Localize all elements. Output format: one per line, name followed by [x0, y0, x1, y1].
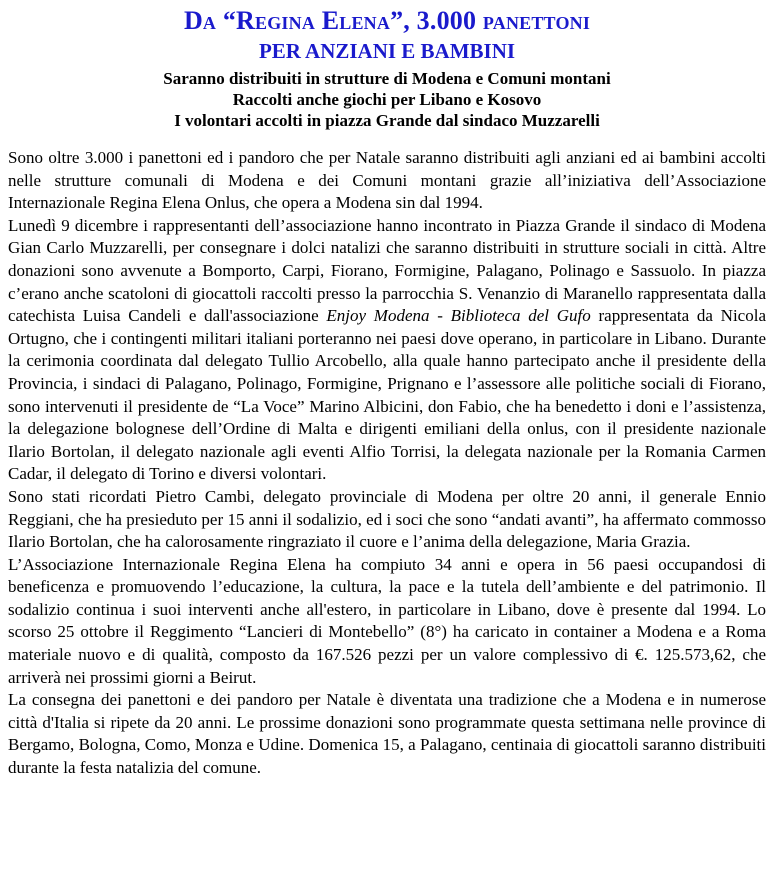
headline-line-2: PER ANZIANI E BAMBINI	[258, 39, 516, 63]
headline-item: panettoni	[482, 6, 591, 35]
paragraph-5: La consegna dei panettoni e dei pandoro per Natale è diventata una tradizione che a Modena e in numerose città d'Italia si ripete da 20 anni. Le prossime donazioni sono programmate questa settimana nelle province di Bergamo, Bologna, Como, Monza e Udine. Domenica 15, a Palagano, centinaia di giocattoli saranno distribuiti durante la festa natalizia del comune.	[8, 690, 766, 778]
paragraph-1: Sono oltre 3.000 i panettoni ed i pandoro che per Natale saranno distribuiti agli anziani ed ai bambini accolti nelle strutture comunali di Modena e dei Comuni montani grazie all’iniziativa dell’Associazione Internazionale Regina Elena Onlus, che opera a Modena sin dal 1994.	[8, 148, 766, 213]
paragraph-2-part-a: Lunedì 9 dicembre i rappresentanti dell’associazione hanno incontrato in Piazza Grande il sindaco di Modena Gian Carlo Muzzarelli, per consegnare i dolci natalizi che saranno distribuiti in strutture sociali in città. Altre donazioni sono avvenute a Bomporto, Carpi, Fiorano, Formigine, Palagano, Polinago e Sassuolo. In piazza c’erano anche scatoloni di giocattoli raccolti presso la parrocchia S. Venanzio di Maranello rappresentata dalla catechista Luisa Candeli e dall'associazione	[8, 215, 766, 326]
paragraph-4: L’Associazione Internazionale Regina Elena ha compiuto 34 anni e opera in 56 paesi occupandosi di beneficenza e promuovendo l’educazione, la cultura, la pace e la tutela dell’ambiente e del patrimonio. Il sodalizio continua i suoi interventi anche all'estero, in particolare in Libano, dove è presente dal 1994. Lo scorso 25 ottobre il Reggimento “Lancieri di Montebello” (8°) ha caricato in container a Modena e a Roma materiale nuovo e di qualità, composto da 167.526 pezzi per un valore complessivo di €. 125.573,62, che arriverà nei prossimi giorni a Beirut.	[8, 554, 766, 687]
paragraph-2-italic: Enjoy Modena - Biblioteca del Gufo	[326, 306, 591, 326]
subheadings	[6, 68, 768, 131]
paragraph-2	[8, 215, 766, 486]
article-body	[6, 147, 768, 780]
headline	[6, 6, 768, 36]
subheading: Raccolti anche giochi per Libano e Kosovo	[232, 90, 542, 109]
headline-name: Regina Elena	[236, 6, 391, 35]
subheading: Saranno distribuiti in strutture di Modena e Comuni montani	[163, 69, 611, 88]
subheading: I volontari accolti in piazza Grande dal sindaco Muzzarelli	[174, 111, 600, 130]
paragraph-3: Sono stati ricordati Pietro Cambi, delegato provinciale di Modena per oltre 20 anni, il generale Ennio Reggiani, che ha presieduto per 15 anni il sodalizio, ed i soci che sono “andati avanti”, ha affermato commosso Ilario Bortolan, che ha calorosamente ringraziato il cuore e l’anima della delegazione, Maria Grazia.	[8, 486, 766, 552]
headline-prefix: Da “	[183, 6, 237, 35]
paragraph-2-part-b: rappresentata da Nicola Ortugno, che i contingenti militari italiani porteranno nei paesi dove operano, in particolare in Libano. Durante la cerimonia coordinata dal delegato Tullio Arcobello, alla quale hanno partecipato anche il presidente della Provincia, i sindaci di Palagano, Polinago, Formigine, Prignano e l’assessore alle politiche sociali di Fiorano, sono intervenuti il presidente de “La Voce” Marino Albicini, don Fabio, che ha benedetto i doni e l’assistenza, la delegazione bolognese dell’Ordine di Malta e dirigenti emiliani della onlus, con il presidente nazionale Ilario Bortolan, il delegato nazionale agli eventi Alfio Torrisi, la delegata nazionale per la Romania Carmen Cadar, il delegato di Torino e diversi volontari.	[8, 306, 766, 484]
headline-suffix: ”, 3.000	[390, 6, 483, 35]
